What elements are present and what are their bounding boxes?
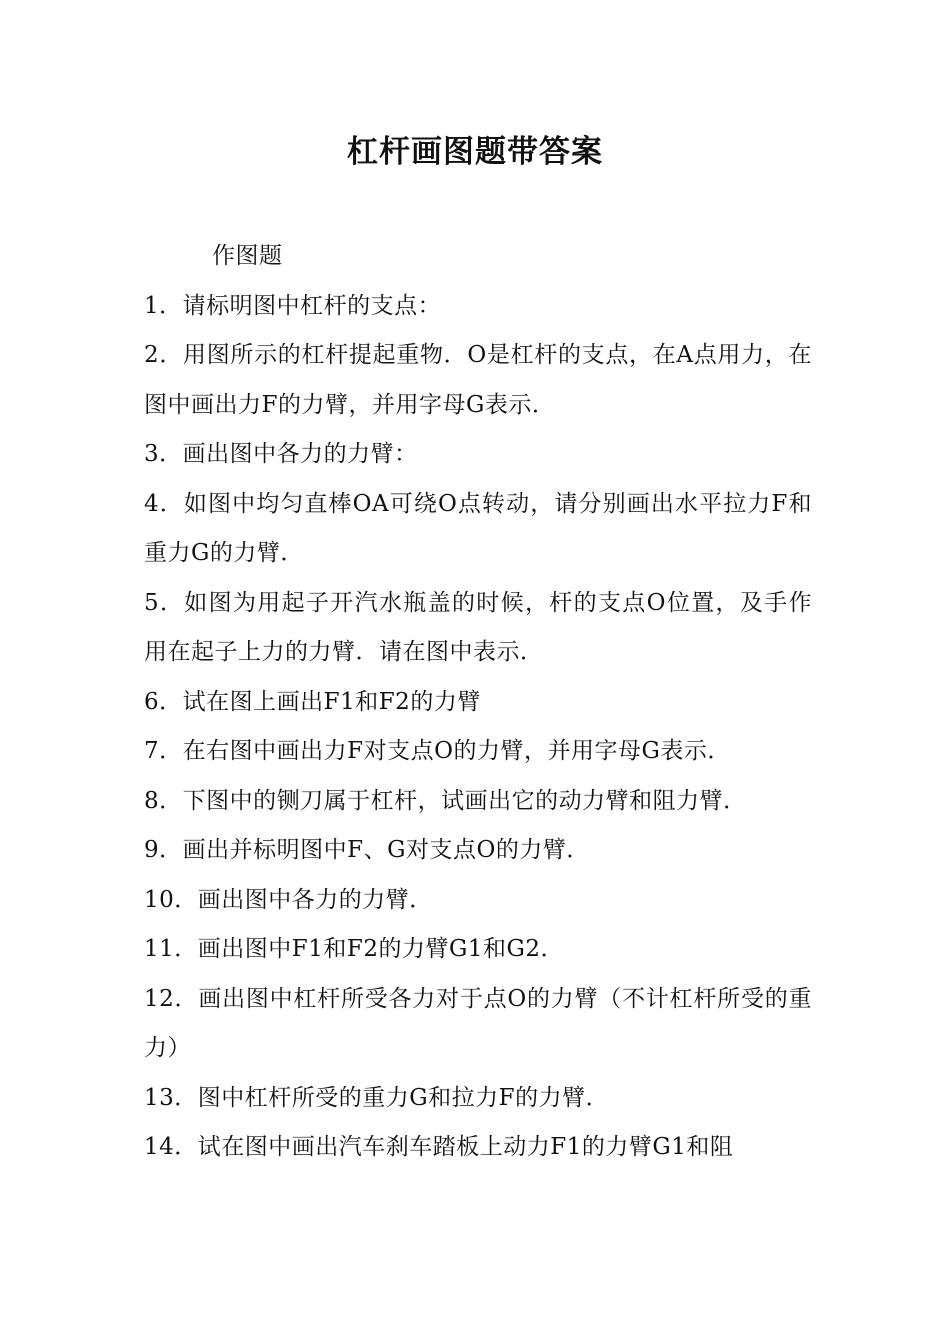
question-7: 7．在右图中画出力F对支点O的力臂，并用字母G表示． — [144, 738, 731, 764]
question-2: 2．用图所示的杠杆提起重物．O是杠杆的支点，在A点用力，在图中画出力F的力臂，并用字母G表示． — [144, 342, 812, 418]
document-title: 杠杆画图题带答案 — [347, 134, 603, 170]
question-12: 12．画出图中杠杆所受各力对于点O的力臂（不计杠杆所受的重力） — [144, 985, 812, 1061]
question-13: 13．图中杠杆所受的重力G和拉力F的力臂． — [144, 1084, 610, 1111]
question-11: 11．画出图中F1和F2的力臂G1和G2． — [144, 936, 564, 962]
question-10: 10．画出图中各力的力臂． — [144, 886, 433, 913]
question-9: 9．画出并标明图中F、G对支点O的力臂． — [144, 837, 590, 863]
question-8: 8．下图中的铡刀属于杠杆，试画出它的动力臂和阻力臂． — [144, 787, 747, 814]
section-heading: 作图题 — [212, 243, 283, 269]
question-14: 14．试在图中画出汽车刹车踏板上动力F1的力臂G1和阻 — [144, 1134, 734, 1160]
question-5: 5．如图为用起子开汽水瓶盖的时候，杆的支点O位置，及手作用在起子上力的力臂．请在图中表示． — [144, 589, 812, 665]
question-1: 1．请标明图中杠杆的支点： — [144, 292, 442, 319]
question-3: 3．画出图中各力的力臂： — [144, 441, 418, 467]
document-body — [144, 232, 812, 1173]
question-4: 4．如图中均匀直棒OA可绕O点转动，请分别画出水平拉力F和重力G的力臂． — [144, 490, 812, 566]
question-6: 6．试在图上画出F1和F2的力臂 — [144, 688, 481, 715]
